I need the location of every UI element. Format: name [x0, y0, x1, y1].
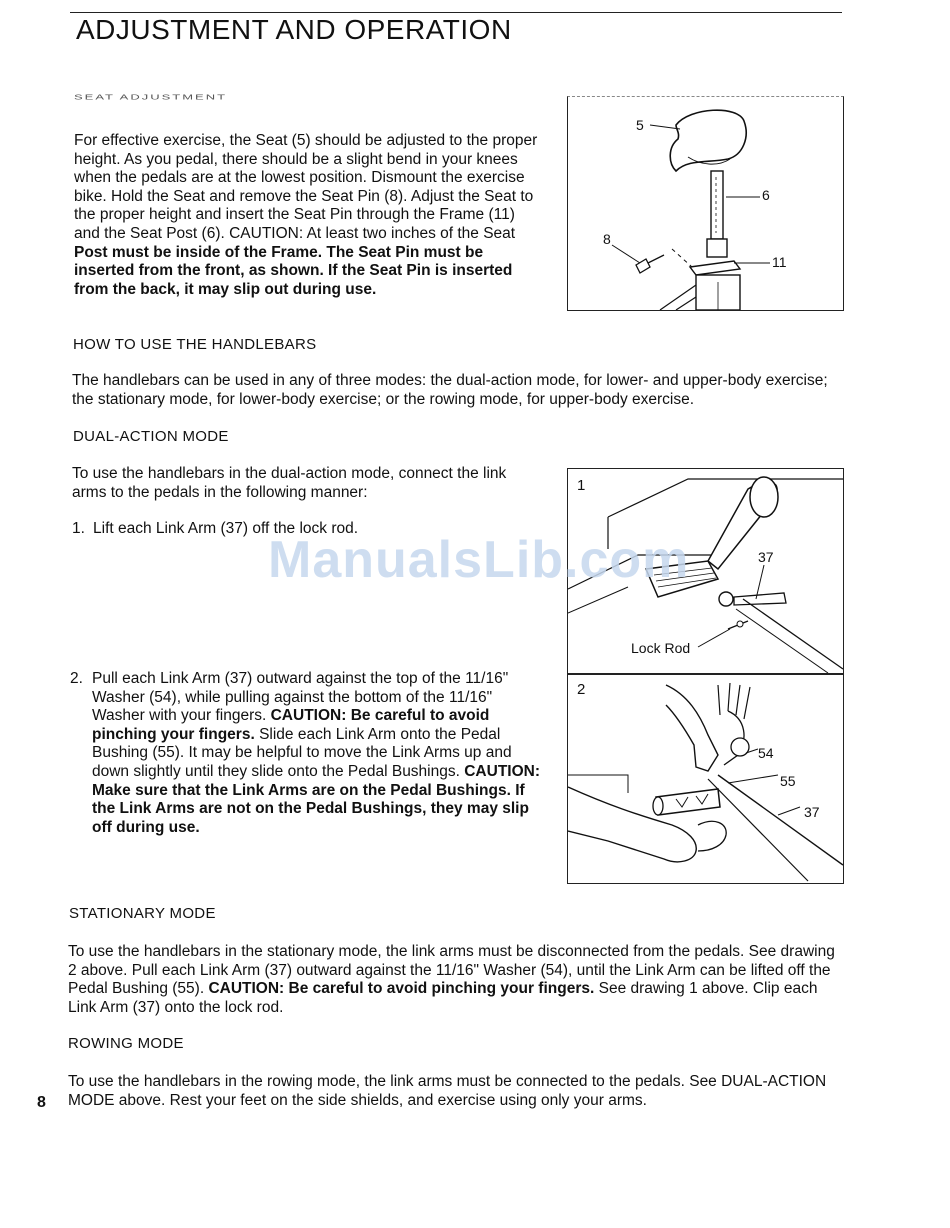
- stationary-body-end: See drawing 1 above. Clip each Link Arm (37) onto the lock rod.: [68, 980, 818, 1016]
- seat-figure: [567, 96, 844, 311]
- watermark: ManualsLib.com: [268, 531, 690, 589]
- post-label: 6: [762, 187, 770, 203]
- figure-1-number: 1: [577, 477, 586, 494]
- frame-label: 11: [772, 254, 787, 270]
- step-2: [70, 670, 545, 837]
- step-2-caution-text: Be careful to avoid pinching your fingers.: [92, 707, 490, 743]
- step-2-middle-text: Slide each Link Arm onto the Pedal Bushing (55). It may be helpful to move the Link Arms up and down slightly until they slide onto the Pedal Bushings.: [92, 725, 512, 780]
- bushing-label: 55: [780, 773, 796, 789]
- stationary-caution-text: Be careful to avoid pinching your fingers.: [288, 980, 595, 998]
- step-2-text: Pull each Link Arm (37) outward against the top of the 11/16" Washer (54), while pulling against the bottom of the 11/16" Washer with your fingers.: [92, 670, 509, 725]
- step-2-caution-label: CAUTION:: [270, 707, 347, 725]
- stationary-heading: STATIONARY MODE: [69, 905, 216, 922]
- washer-label: 54: [758, 745, 774, 761]
- seat-paragraph: [74, 132, 544, 299]
- handlebars-body: The handlebars can be used in any of three modes: the dual-action mode, for lower- and upper-body exercise; the stationary mode, for lower-body exercise; or the rowing mode, for upper-body exercise.: [72, 372, 828, 408]
- stationary-body-text: To use the handlebars in the stationary mode, the link arms must be disconnected from the pedals. See drawing 2 above. Pull each Link Arm (37) outward against the 11/16" Washer (54), until the Link Arm can be lifted off the Pedal Bushing (55).: [68, 943, 835, 998]
- page-number: 8: [37, 1094, 46, 1111]
- step-2-caution2-label: CAUTION:: [464, 762, 541, 780]
- figure-2-link-arm-label: 37: [804, 804, 820, 820]
- figure-2-illustration: [568, 675, 843, 883]
- seat-caution: Post must be inside of the Frame. The Seat Pin must be inserted from the front, as shown. If the Seat Pin is inserted from the back, it may slip out during use.: [74, 243, 513, 298]
- step-1-text: Lift each Link Arm (37) off the lock rod.: [93, 520, 359, 537]
- page-title: ADJUSTMENT AND OPERATION: [76, 14, 512, 45]
- seat-illustration: [568, 97, 843, 310]
- figure-2-number: 2: [577, 681, 586, 698]
- dual-action-intro: To use the handlebars in the dual-action mode, connect the link arms to the pedals in the following manner:: [72, 465, 507, 501]
- seat-label: 5: [636, 117, 644, 133]
- rowing-heading: ROWING MODE: [68, 1035, 184, 1052]
- lock-rod-label: Lock Rod: [631, 640, 691, 656]
- stationary-body: [68, 943, 843, 1017]
- step-1-number: 1.: [72, 520, 85, 537]
- figure-1-link-arm-label: 37: [758, 549, 774, 565]
- handlebars-heading: HOW TO USE THE HANDLEBARS: [73, 336, 317, 353]
- rowing-body: To use the handlebars in the rowing mode, the link arms must be connected to the pedals. See DUAL-ACTION MODE above. Rest your feet on the side shields, and exercise using only your arms.: [68, 1073, 827, 1109]
- pin-label: 8: [603, 231, 611, 247]
- seat-body: For effective exercise, the Seat (5) should be adjusted to the proper height. As you pedal, there should be a slight bend in your knees when the pedals are at the lowest position. Dismount the exercise bike. Hold the Seat and remove the Seat Pin (8). Adjust the Seat to the proper height and insert the Seat Pin through the Frame (11) and the Seat Post (6). CAUTION: At least two inches of the Seat: [74, 132, 538, 242]
- step-2-number: 2.: [70, 670, 83, 687]
- top-rule: [70, 12, 842, 13]
- seat-heading: SEAT ADJUSTMENT: [74, 93, 228, 102]
- stationary-caution-label: CAUTION:: [208, 980, 285, 998]
- step-2-caution2-text: Make sure that the Link Arms are on the Pedal Bushings. If the Link Arms are not on the Pedal Bushings, they may slip off during use.: [92, 781, 529, 836]
- dual-action-heading: DUAL-ACTION MODE: [73, 428, 229, 445]
